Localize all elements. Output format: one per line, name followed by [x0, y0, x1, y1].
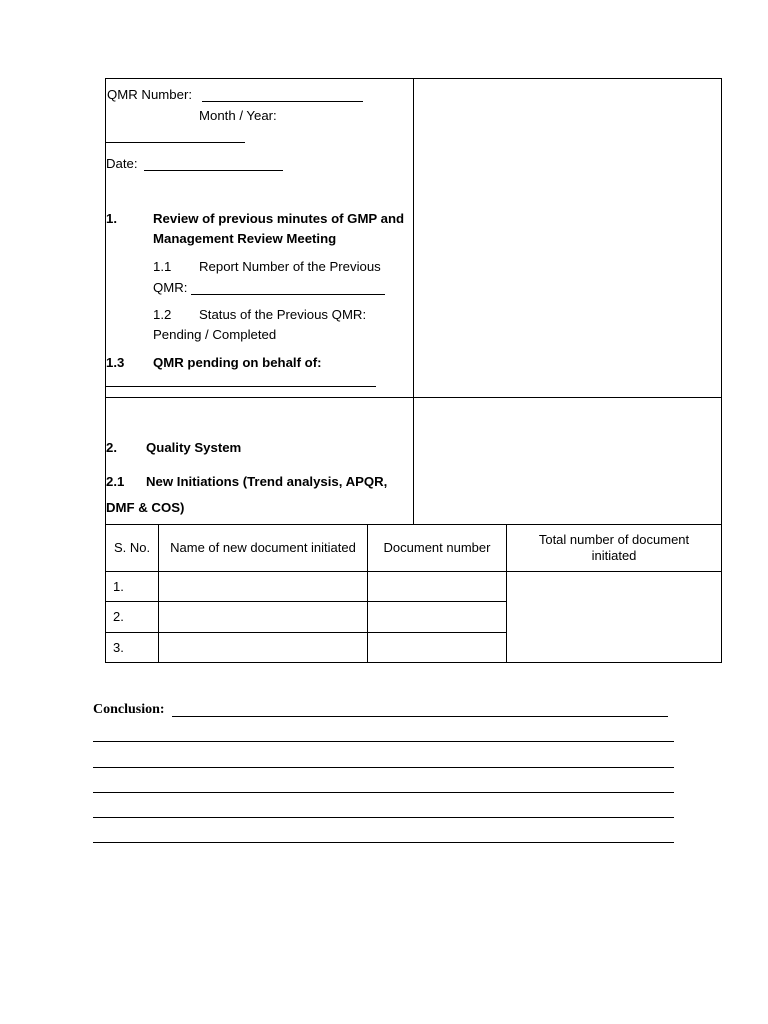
table-row-1-name-cell[interactable] [158, 571, 368, 602]
section2-right-cell [413, 397, 722, 525]
header-document-name: Name of new document initiated [158, 524, 368, 572]
date-label: Date: [106, 156, 138, 171]
conclusion-line-4[interactable] [93, 792, 674, 793]
conclusion-line-3[interactable] [93, 767, 674, 768]
item3-number: 1.3 [106, 355, 125, 370]
table-row-2-number-cell[interactable] [367, 601, 507, 633]
section2-1-title-line1: New Initiations (Trend analysis, APQR, [146, 474, 388, 489]
header-total-documents [506, 524, 722, 572]
table-row-3-number-cell[interactable] [367, 632, 507, 663]
section2-title: Quality System [146, 440, 242, 455]
section1-title-line1: Review of previous minutes of GMP and [153, 211, 405, 226]
section1-title-line2: Management Review Meeting [153, 231, 337, 246]
total-documents-cell[interactable] [506, 571, 722, 663]
item1-label-line1: Report Number of the Previous [199, 259, 381, 274]
conclusion-label: Conclusion: [93, 702, 165, 717]
section2-number: 2. [106, 440, 117, 455]
conclusion-line-6[interactable] [93, 842, 674, 843]
header-total-line1: Total number of document [538, 532, 690, 547]
section2-1-title-line2: DMF & COS) [106, 500, 185, 515]
table-row-1-number-cell[interactable] [367, 571, 507, 602]
item2-number: 1.2 [153, 307, 172, 322]
table-row-1-sno: 1. [105, 571, 159, 602]
qmr-number-label: QMR Number: [107, 87, 192, 102]
item2-label-line2: Pending / Completed [153, 327, 277, 342]
section1-number: 1. [106, 211, 117, 226]
header-sno: S. No. [105, 524, 159, 572]
header-document-number: Document number [367, 524, 507, 572]
table-row-2-sno: 2. [105, 601, 159, 633]
qmr-number-field[interactable] [202, 101, 363, 102]
item2-label-line1: Status of the Previous QMR: [199, 307, 367, 322]
conclusion-line-1[interactable] [172, 716, 668, 717]
item1-label-line2: QMR: [153, 280, 188, 295]
item1-number: 1.1 [153, 259, 172, 274]
section1-right-cell [413, 78, 722, 398]
conclusion-line-2[interactable] [93, 741, 674, 742]
month-year-label: Month / Year: [199, 108, 277, 123]
previous-report-number-field[interactable] [191, 294, 385, 295]
date-field[interactable] [144, 170, 283, 171]
table-row-3-sno: 3. [105, 632, 159, 663]
item3-label: QMR pending on behalf of: [153, 355, 322, 370]
header-total-line2: initiated [591, 548, 637, 563]
month-year-field[interactable] [106, 142, 245, 143]
table-row-2-name-cell[interactable] [158, 601, 368, 633]
conclusion-line-5[interactable] [93, 817, 674, 818]
table-row-3-name-cell[interactable] [158, 632, 368, 663]
section2-1-number: 2.1 [106, 474, 125, 489]
qmr-pending-field[interactable] [106, 386, 376, 387]
